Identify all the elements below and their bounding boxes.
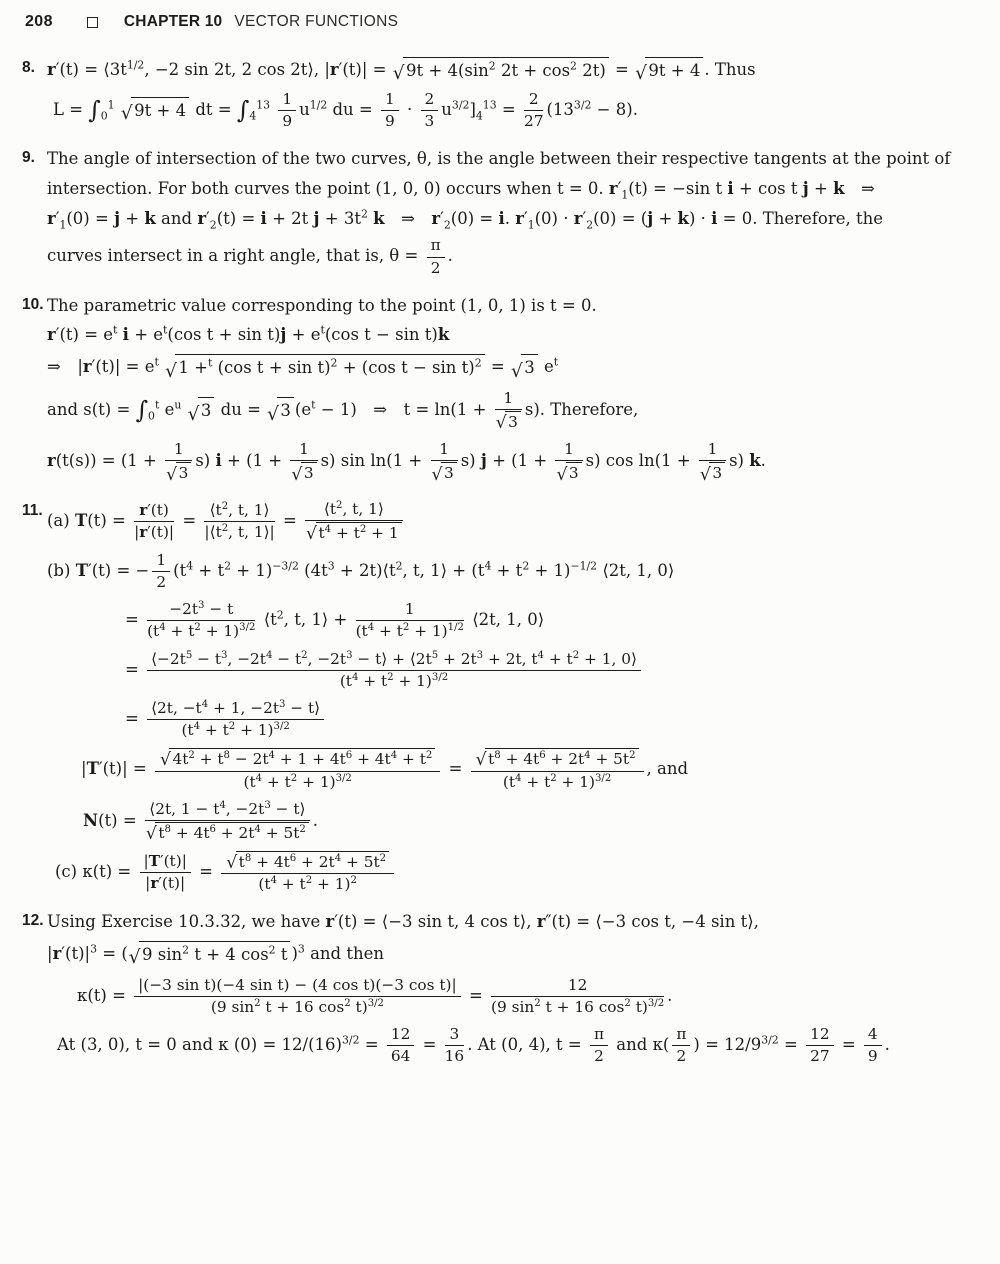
- chapter-label: CHAPTER 10: [123, 13, 223, 30]
- problem-10: [22, 294, 984, 485]
- math-line: N(t) = ⟨2t, $1 - t^4$, $-2t^3$ − t⟩ √ $t^8 + 4t^6 + 2t^4 + 5t^2$ .: [83, 799, 319, 844]
- problem-12: [22, 910, 984, 1066]
- problem-11: [22, 499, 984, 895]
- problem-number: 9.: [22, 149, 35, 167]
- math-line: $L = \int_0^1$ √ 9t + 4 dt = $\int_4^{13}$ $\frac{1}{9}$ $u^{1/2}$ du = $\frac{1}{9}$ · $\frac{2}{3}$ $u^{3/2}]_4^{13}$ = $\frac{2}{27}$ $(13^{3/2} - 8)$.: [53, 89, 638, 130]
- math-line: = $\frac{-2t^3 - t}{(t^4 + t^2 + 1)^{3/2}}$ $⟨t^2$, t, 1⟩ + $\frac{1}{(t^4 + t^2 + 1)^{1/2}}$ ⟨2t, 1, 0⟩: [125, 600, 545, 641]
- problem-9: [22, 147, 984, 278]
- math-line: $r'(t) = ⟨3t^{1/2}$, −2 sin 2t, 2 cos 2t⟩, |r′(t)| = √ $9t + 4(\sin^2$ $2t + \cos^2 2t$) = √ 9t + 4 . Thus: [47, 58, 756, 85]
- problem-8: [22, 57, 984, 131]
- math-line: $|r'(t)|^3$ = ( √ 9 $\sin^2 t + 4$ $\cos^2 t$ )$^3$ and then: [47, 942, 385, 969]
- math-line: intersection. For both curves the point (1, 0, 0) occurs when t = 0. $r'_1(t) = -\sin$ t i + cos t j + k ⇒: [47, 178, 875, 202]
- math-line: (c) κ(t) = $\frac{|T'(t)|}{|r'(t)|}$ = √ $t^8 + 4t^6 + 2t^4 + 5t^2$ $(t^4 + t^2 + 1)^2$: [55, 851, 984, 894]
- math-line: (b) T′(t) = − $\frac{1}{2}$ $(t^4 + t^2 + 1)^{-3/2}$ ($4t^3$ + $2t)⟨t^2$, t, 1⟩ + $(t^4 + t^2 + 1)^{-1/2}$ ⟨2t, 1, 0⟩: [47, 550, 675, 592]
- problem-number: 10.: [22, 295, 44, 313]
- math-line: The angle of intersection of the two curves, θ, is the angle between their respective tangents at the point of: [47, 149, 951, 169]
- page-header: [25, 13, 984, 31]
- problem-number: 8.: [22, 59, 35, 76]
- chapter-title: VECTOR FUNCTIONS: [234, 13, 399, 30]
- math-line: Using Exercise 10.3.32, we have r′(t) = ⟨−3 sin t, 4 cos t⟩, r″(t) = ⟨−3 cos t, −4 sin t⟩,: [47, 912, 759, 932]
- math-line: (a) T(t) = $\frac{r'(t)}{|r'(t)|}$ = $\frac{⟨t^2, t, 1⟩}{|⟨t^2, t, 1⟩|}$ = $⟨t^2$, t, 1⟩ √ $t^4 + t^2 + 1$: [47, 500, 984, 543]
- math-line: At (3, 0), t = 0 and κ $(0) = 12/(16)^{3/2}$ = $\frac{12}{64}$ = $\frac{3}{16}$ . At (0, 4), t = $\frac{\pi}{2}$ and κ( $\frac{\pi}{2}$ ) = $12/9^{3/2}$ = $\frac{12}{27}$ = $\frac{4}{9}$ .: [57, 1025, 890, 1066]
- math-line: ⇒ $|r'(t)| = e^t$ √ 1 +$^t$ (cos t + sin t)$^2$ + (cos t − sin t)$^2$ = √ 3 $e^t$: [47, 355, 559, 382]
- math-line: r(t(s)) = (1 + 1 √ 3 s) i + (1 + 1 √ 3 s) sin ln(1 + 1 √ 3 s) j + (1 + 1 √ 3 s) cos ln(1 + 1 √ 3 s) k.: [47, 440, 766, 485]
- math-line: $r'_1(0) = j + k$ and $r'_2(t) = i + 2t$ $j + 3t^2$ k ⇒ $r'_2(0) = i$. $r'_1(0) \cdot r'_2(0) = (j + k) \cdot i = 0$. Therefore, the: [47, 207, 883, 231]
- page-number: 208: [25, 13, 53, 30]
- math-line: and $s(t) = \int_0^t$ $e^u$ √ 3 du = √ 3 $(e^t - 1)$ ⇒ t = ln(1 + 1 √ 3 s). Therefore,: [47, 388, 639, 434]
- math-line: = $\frac{⟨2t, -t^4 + 1, -2t^3 - t⟩}{(t^4 + t^2 + 1)^{3/2}}$: [125, 699, 984, 740]
- math-line: $r'(t) = e^t$ $i + e^t(\cos$ $t + \sin t)j + e^t(\cos$ t − sin t)k: [47, 323, 450, 345]
- problem-number: 11.: [22, 501, 43, 519]
- solutions-list: [22, 57, 984, 1067]
- math-line: The parametric value corresponding to the point (1, 0, 1) is t = 0.: [47, 295, 597, 315]
- math-line: = $⟨-2t^5 - t^3$, $-2t^4 - t^2$, $-2t^3$ − t⟩ + $⟨2t^5 + 2t^3 + 2t$, $t^4 + t^2 + 1$, 0⟩ $(t^4 + t^2 + 1)^{3/2}$: [125, 650, 984, 691]
- math-line: |T′(t)| = √ $4t^2 + t^8 - 2t^4 + 1 + 4t^6 + 4t^4 + t^2$ $(t^4 + t^2 + 1)^{3/2}$ = √ $t^8 + 4t^6 + 2t^4 + 5t^2$ $(t^4 + t^2 + 1)^{3/2}$ , and: [81, 750, 689, 791]
- math-line: κ(t) = $\frac{\text{|(−3 sin t)(−4 sin t) − (4 cos t)(−3 cos t)|}}{(9 \sin^2 t + 16 \cos^2 t)^{3/2}}$ = $\frac{12}{(9 \sin^2 t + 16 \cos^2 t)^{3/2}}$ .: [77, 975, 673, 1017]
- math-line: curves intersect in a right angle, that is, θ = $\frac{\pi}{2}$ .: [47, 236, 453, 277]
- section-square-icon: [87, 17, 98, 28]
- problem-number: 12.: [22, 912, 44, 930]
